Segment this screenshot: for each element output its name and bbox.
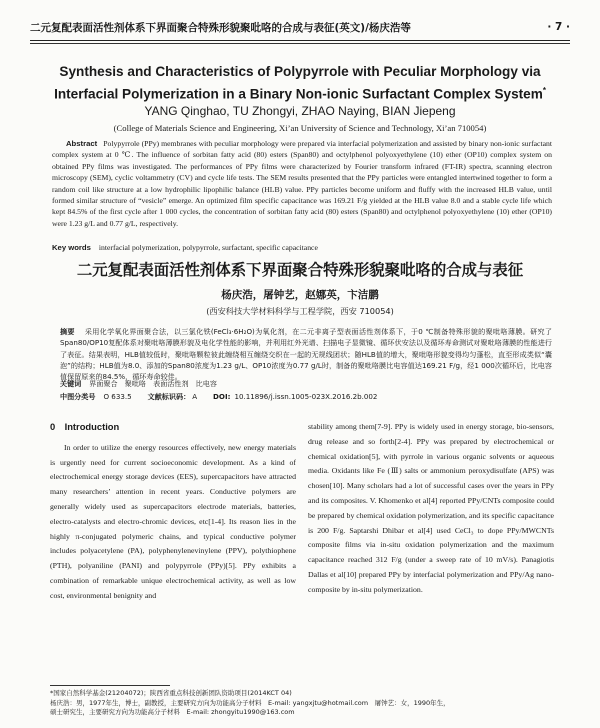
doc-code-value: A <box>192 392 198 401</box>
doi-group <box>213 392 377 402</box>
english-authors: YANG Qinghao, TU Zhongyi, ZHAO Naying, BIAN Jiepeng <box>144 104 456 118</box>
chinese-affiliation: (西安科技大学材料科学与工程学院，西安 710054) <box>206 306 394 316</box>
english-affiliation: (College of Materials Science and Engineering, Xi’an University of Science and Technology, Xi’an 710054) <box>113 123 487 133</box>
chinese-keywords-label: 关键词 <box>60 379 82 388</box>
english-title-line2: Interfacial Polymerization in a Binary Non-ionic Surfactant Complex System <box>54 86 543 102</box>
chinese-abstract-label: 摘要 <box>60 327 75 336</box>
clc-label: 中图分类号 <box>60 392 96 401</box>
doi-value: 10.11896/j.issn.1005-023X.2016.2b.002 <box>234 392 378 401</box>
chinese-keywords <box>60 379 552 389</box>
body-column-left <box>50 420 296 604</box>
doc-code-label: 文献标识码： <box>147 392 191 401</box>
english-title-line1: Synthesis and Characteristics of Polypyrrole with Peculiar Morphology via <box>59 64 541 79</box>
english-title-line2-wrap <box>40 81 560 104</box>
body-column-right <box>308 420 554 598</box>
running-head-title: 二元复配表面活性剂体系下界面聚合特殊形貌聚吡咯的合成与表征(英文)/杨庆浩等 <box>30 21 411 34</box>
page-number: · 7 · <box>547 21 570 33</box>
footnote-funding: *国家自然科学基金(21204072)；陕西省重点科技创新团队资助项目(2014KCT 04) <box>50 689 292 697</box>
classification-line <box>60 392 552 402</box>
english-title <box>40 62 560 104</box>
intro-paragraph-right: stability among them[7-9]. PPy is widely used in energy storage, bio-sensors, drug release and so forth[2-4]. PPy was prepared by electrochemical or chemical oxidation[5], with pyrrole in various organic solvents or aqueous media. Oxidants like Fe (Ⅲ) salts or ammonium peroxydisulfate (APS) was chosen[10]. Many scholars had a lot of successful cases over the years in PPy and its composites. V. Khomenko et al[4] reported PPy/CNTs composite could be prepared by chemical oxidation polymerization, and its specific capacitance is 200 F/g. Saptarshi Dhibar et al[4] used CeCl₃ to dope PPy/MWCNTs composite films via in-situ oxidation polymerization and the maximum capacitance reached 312 F/g (under a sweep rate of 10 mV/s). Panagiotis Dallas et al[10] prepared PPy by interfacial polymerization and PPy/Ag nano-composite by in-situ polymerization. <box>308 422 554 594</box>
chinese-keywords-text: 界面聚合 聚吡咯 表面活性剂 比电容 <box>89 379 217 388</box>
intro-paragraph-left: In order to utilize the energy resources effectively, new energy materials is urgently need for current socioeconomic development. As a kind of electrochemical energy storage devices (EES), supercapacitors have attracted many researchers’ attention in recent years. Conductive polymers are generally widely used as supercapacitors electrode materials, batteries, electro-catalysts and electro-chromic devices, etc[1-4]. Its reason lies in the highly π-conjugated polymeric chains, and typical conductive polymer includes polyacetylene (PA), polyphenylenevinylene (PPV), polythiophene (PTH), polyaniline (PANI) and polypyrrole (PPy)[5]. PPy exhibits a combination of remarkable unique electrochemical activity, as well as low cost, environmental benignity and <box>50 442 296 600</box>
footnote-rule <box>50 685 170 686</box>
footnotes <box>50 689 560 718</box>
footnote-author2: 硕士研究生，主要研究方向为功能高分子材料 E-mail: zhongyitu1990@163.com <box>50 708 295 717</box>
chinese-abstract-text: 采用化学氧化界面聚合法，以三氯化铁(FeCl₃·6H₂O)为氧化剂，在二元非离子型表面活性剂体系下，于0 ℃制备特殊形貌的聚吡咯薄膜。研究了Span80/OP10复配体系对聚吡咯薄膜形貌及电化学性能的影响，并利用红外光谱、扫描电子显微镜、循环伏安法以及循环寿命测试对聚吡咯薄膜的性能进行了表征。结果表明，HLB值较低时，聚吡咯颗粒彼此缠绕相互缠绕交织在一起的无规线团状；随HLB值的增大，聚吡咯形貌变得均匀蓬松，直至形成类似“囊泡”的结构；HLB值为8.0、添加的Span80浓度为1.23 g/L、OP10浓度为0.77 g/L时，制备的聚吡咯膜比电容值达169.21 F/g，经1 000次循环后，比电容值保留原来的84.5%，循环寿命较佳。 <box>60 327 553 382</box>
english-keywords <box>52 242 552 253</box>
chinese-title: 二元复配表面活性剂体系下界面聚合特殊形貌聚吡咯的合成与表征 <box>76 261 524 279</box>
header-rule <box>30 43 570 44</box>
clc-value: O 633.5 <box>103 392 132 401</box>
keywords-text: interfacial polymerization, polypyrrole, surfactant, specific capacitance <box>98 243 318 252</box>
chinese-authors: 杨庆浩，屠钟艺，赵娜英，卞洁鹏 <box>221 289 379 301</box>
abstract-text: Polypyrrole (PPy) membranes with peculiar morphology were prepared via interfacial polymerization and assisted by binary non-ionic surfactant complex system at 0 ℃. The influence of sorbitan fatty acid (80) esters (Span80) and octylphenol polyoxyethylene (10) ether (OP10) complex system on obtained PPy films was investigated. The performances of PPy films were characterized by Fourier transform infrared (FT-IR) spectra, scanning electron microscopy (SEM), cyclic voltammetry (CV) and cycle life tests. The SEM results presented that the PPy particles were entangled intertwined together to form a random coil like structure at a low hydrophilic lipophilic balance (HLB) value. PPy particles become uniform and fluffy with the increased HLB value, until formed similar structure of “vesicle” emerge. An optimized film specific capacitance was 169.21 F/g yielded at the HLB value 8.0 and a stable cycle life which kept 84.5% of the first cycle after 1 000 cycles, the concentration of sorbitan fatty acid (80) esters (Span80) and octylphenol polyoxyethylene (10) ether (OP10) were 1.23 g/L and 0.77 g/L, respectively. <box>52 139 552 228</box>
abstract-label: Abstract <box>66 139 98 148</box>
running-head <box>30 18 570 41</box>
doi-label: DOI: <box>213 392 231 401</box>
keywords-label: Key words <box>52 243 91 252</box>
doc-code-group <box>148 392 197 402</box>
clc-group <box>60 392 132 402</box>
footnote-author1: 杨庆浩：男，1977年生，博士，副教授，主要研究方向为功能高分子材料 E-mail: yangxjtu@hotmail.com 屠钟艺：女，1990年生， <box>50 698 450 707</box>
title-footnote-mark: * <box>542 86 546 95</box>
chinese-abstract <box>60 326 552 382</box>
english-abstract <box>52 138 552 229</box>
intro-heading: 0 Introduction <box>50 421 120 432</box>
